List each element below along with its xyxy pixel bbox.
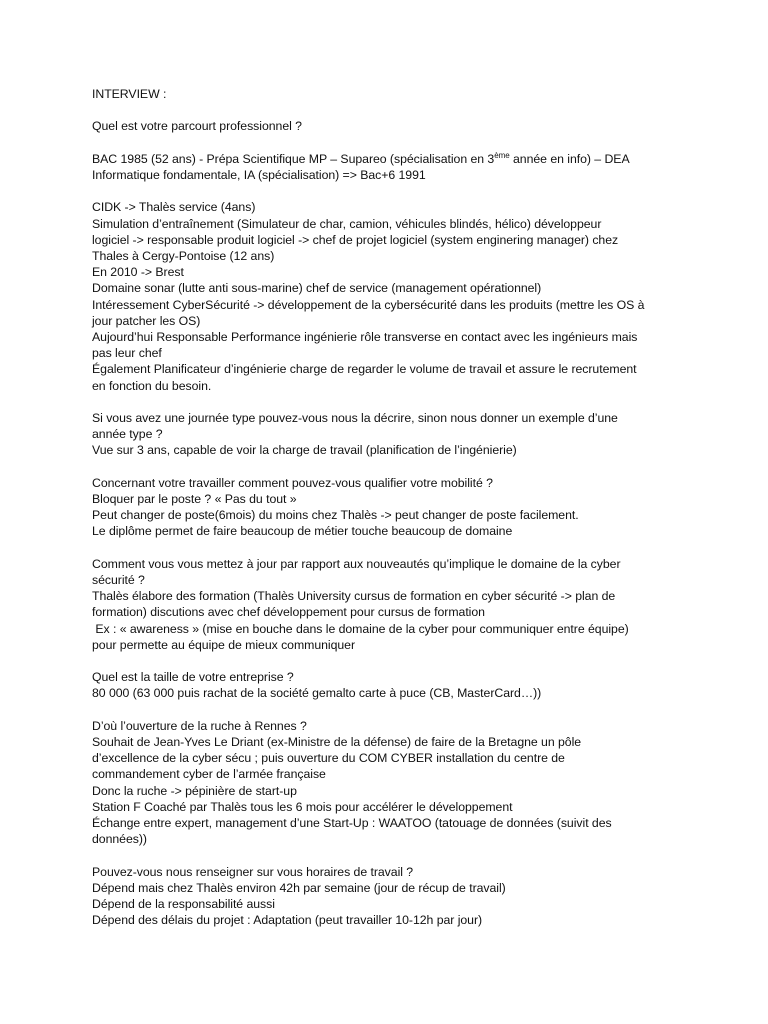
career-line: Intéressement CyberSécurité -> développement de la cybersécurité dans les produits (mettre les OS à [92,297,645,312]
career-line: en fonction du besoin. [92,378,212,393]
career-line: CIDK -> Thalès service (4ans) [92,200,256,215]
qa-line: pour permette au équipe de mieux communiquer [92,637,356,652]
career-block [92,199,692,393]
document-body [92,86,692,928]
qa-line: Dépend des délais du projet : Adaptation (peut travailler 10-12h par jour) [92,913,483,928]
qa-line: Si vous avez une journée type pouvez-vous nous la décrire, sinon nous donner un exemple d’une [92,411,618,425]
education-text-end: année en info) – DEA [509,151,630,166]
career-line: Domaine sonar (lutte anti sous-marine) chef de service (management opérationnel) [92,281,542,296]
qa-line: Donc la ruche -> pépinière de start-up [92,783,297,798]
career-line: Également Planificateur d’ingénierie charge de regarder le volume de travail et assure le recrutement [92,362,637,377]
education-line-2: Informatique fondamentale, IA (spécialisation) => Bac+6 1991 [92,167,426,182]
question-career-path: Quel est votre parcourt professionnel ? [92,119,302,134]
qa-line: 80 000 (63 000 puis rachat de la société gemalto carte à puce (CB, MasterCard…)) [92,686,542,701]
qa-line: Station F Coaché par Thalès tous les 6 mois pour accélérer le développement [92,799,513,814]
qa-ruche-rennes [92,718,692,848]
qa-line: données)) [92,832,147,847]
qa-line: Pouvez-vous nous renseigner sur vous horaires de travail ? [92,864,414,879]
qa-line: D’où l’ouverture de la ruche à Rennes ? [92,718,307,733]
career-line: logiciel -> responsable produit logiciel -> chef de projet logiciel (system enginering manager) chez [92,232,619,247]
paragraph-gap [92,102,692,118]
qa-mobility [92,475,692,540]
career-line: jour patcher les OS) [92,313,201,328]
qa-line: Ex : « awareness » (mise en bouche dans le domaine de la cyber pour communiquer entre équipe) [92,621,629,636]
qa-line: Le diplôme permet de faire beaucoup de métier touche beaucoup de domaine [92,524,513,539]
qa-line: Quel est la taille de votre entreprise ? [92,670,294,685]
education-line [92,151,692,167]
paragraph-gap [92,459,692,475]
career-line: Thales à Cergy-Pontoise (12 ans) [92,248,275,263]
paragraph-gap [92,183,692,199]
career-line: pas leur chef [92,346,162,361]
qa-line: Dépend de la responsabilité aussi [92,897,275,912]
qa-line: Concernant votre travailler comment pouvez-vous qualifier votre mobilité ? [92,475,493,490]
qa-line: Bloquer par le poste ? « Pas du tout » [92,492,297,506]
qa-company-size [92,669,692,701]
paragraph-gap [92,847,692,863]
education-superscript: ème [494,150,510,160]
qa-line: sécurité ? [92,573,145,587]
qa-typical-day [92,410,692,459]
qa-line: Peut changer de poste(6mois) du moins chez Thalès -> peut changer de poste facilement. [92,508,579,523]
qa-line: d’excellence de la cyber sécu ; puis ouverture du COM CYBER installation du centre de [92,751,565,766]
education-text: BAC 1985 (52 ans) - Prépa Scientifique MP – Supareo (spécialisation en 3 [92,151,495,166]
qa-line: Dépend mais chez Thalès environ 42h par semaine (jour de récup de travail) [92,880,506,895]
career-line: En 2010 -> Brest [92,265,184,280]
career-line: Simulation d’entraînement (Simulateur de char, camion, véhicules blindés, hélico) développeur [92,216,602,231]
paragraph-gap [92,653,692,669]
career-line: Aujourd’hui Responsable Performance ingénierie rôle transverse en contact avec les ingénieurs mais [92,330,638,344]
qa-line: Thalès élabore des formation (Thalès University cursus de formation en cyber sécurité -> plan de [92,589,616,604]
paragraph-gap [92,702,692,718]
paragraph-gap [92,135,692,151]
qa-line: Échange entre expert, management d’une Start-Up : WAATOO (tatouage de données (suivit des [92,816,612,831]
qa-line: Comment vous vous mettez à jour par rapport aux nouveautés qu’implique le domaine de la cyber [92,556,621,571]
qa-line: formation) discutions avec chef développement pour cursus de formation [92,605,485,620]
qa-line: Vue sur 3 ans, capable de voir la charge de travail (planification de l’ingénierie) [92,443,517,458]
paragraph-gap [92,540,692,556]
qa-keeping-up [92,556,692,653]
document-heading: INTERVIEW : [92,87,167,101]
qa-line: Souhait de Jean-Yves Le Driant (ex-Ministre de la défense) de faire de la Bretagne un pôle [92,735,582,749]
qa-line: année type ? [92,427,163,442]
qa-work-hours [92,864,692,929]
paragraph-gap [92,394,692,410]
qa-line: commandement cyber de l’armée française [92,767,326,782]
